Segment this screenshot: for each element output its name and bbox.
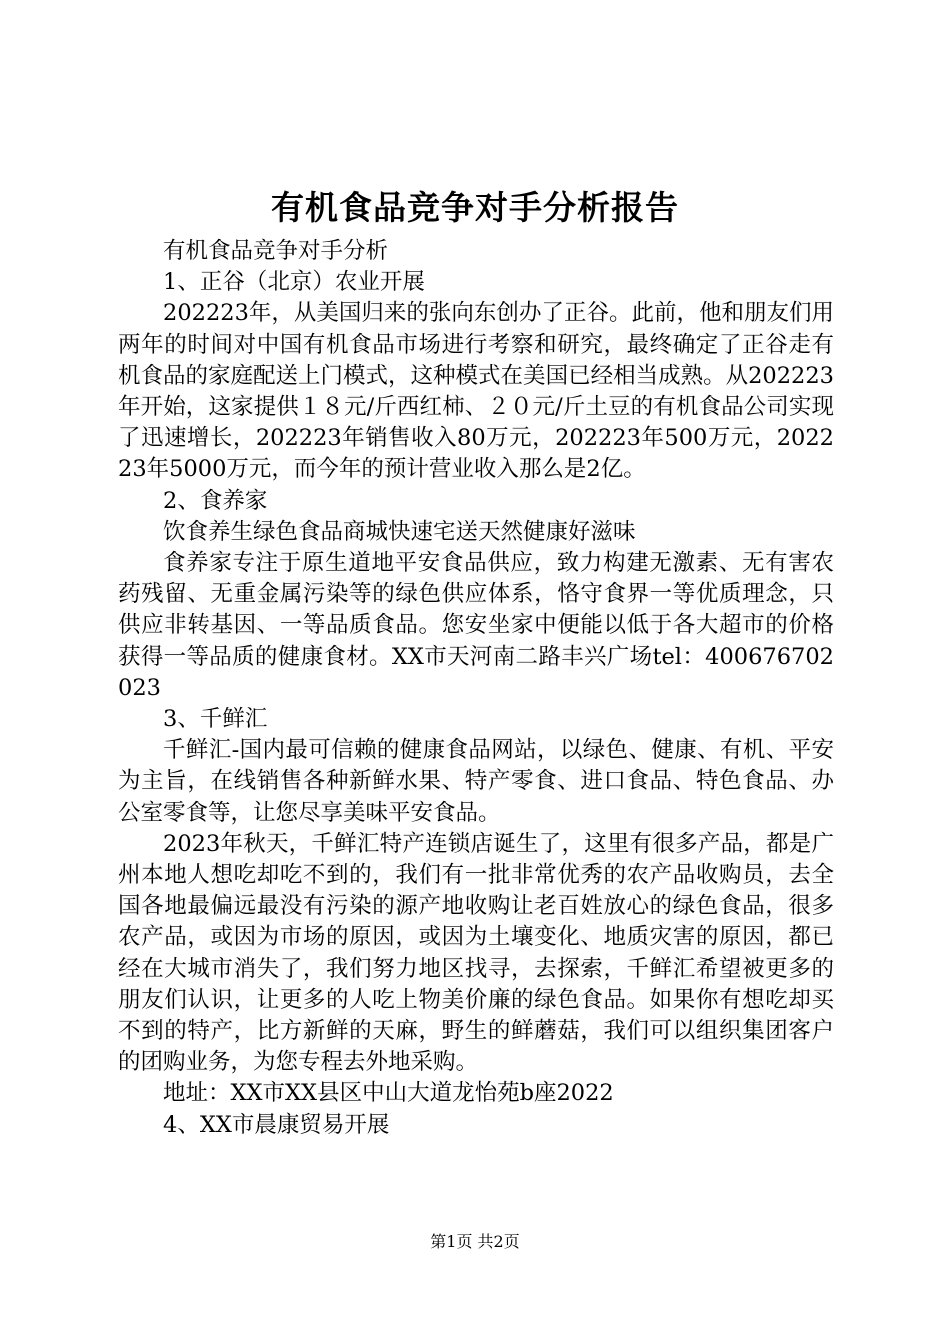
document-title: 有机食品竞争对手分析报告 xyxy=(271,188,679,227)
paragraph: 千鲜汇-国内最可信赖的健康食品网站，以绿色、健康、有机、平安为主旨，在线销售各种新鲜水果、特产零食、进口食品、特色食品、办公室零食等，让您尽享美味平安食品。 xyxy=(118,737,834,826)
paragraph: 2023年秋天，千鲜汇特产连锁店诞生了，这里有很多产品，都是广州本地人想吃却吃不到的，我们有一批非常优秀的农产品收购员，去全国各地最偏远最没有污染的源产地收购让老百姓放心的绿色食品，很多农产品，或因为市场的原因，或因为土壤变化、地质灾害的原因，都已经在大城市消失了，我们努力地区找寻，去探索，千鲜汇希望被更多的朋友们认识，让更多的人吃上物美价廉的绿色食品。如果你有想吃却买不到的特产，比方新鲜的天麻，野生的鲜蘑菇，我们可以组织集团客户的团购业务，为您专程去外地采购。 xyxy=(118,830,834,1076)
heading-section-2: 2、食养家 xyxy=(163,487,268,514)
heading-section-1: 1、正谷（北京）农业开展 xyxy=(163,269,425,296)
heading-section-4: 4、XX市晨康贸易开展 xyxy=(163,1111,390,1138)
paragraph: 饮食养生绿色食品商城快速宅送天然健康好滋味 xyxy=(163,518,636,545)
paragraph: 202223年，从美国归来的张向东创办了正谷。此前，他和朋友们用两年的时间对中国有机食品市场进行考察和研究，最终确定了正谷走有机食品的家庭配送上门模式，这种模式在美国已经相当成熟。从202223年开始，这家提供１８元/斤西红柿、２０元/斤土豆的有机食品公司实现了迅速增长，202223年销售收入80万元，202223年500万元，202223年5000万元，而今年的预计营业收入那么是2亿。 xyxy=(118,300,834,483)
paragraph-address: 地址：XX市XX县区中山大道龙怡苑b座2022 xyxy=(163,1080,614,1107)
paragraph-subtitle: 有机食品竞争对手分析 xyxy=(163,238,389,264)
document-body xyxy=(118,236,834,1141)
page-footer: 第1页 共2页 xyxy=(430,1232,520,1251)
paragraph: 食养家专注于原生道地平安食品供应，致力构建无激素、无有害农药残留、无重金属污染等的绿色供应体系，恪守食界一等优质理念，只供应非转基因、一等品质食品。您安坐家中便能以低于各大超市的价格获得一等品质的健康食材。XX市天河南二路丰兴广场tel：400676702023 xyxy=(118,550,834,701)
heading-section-3: 3、千鲜汇 xyxy=(163,706,268,733)
